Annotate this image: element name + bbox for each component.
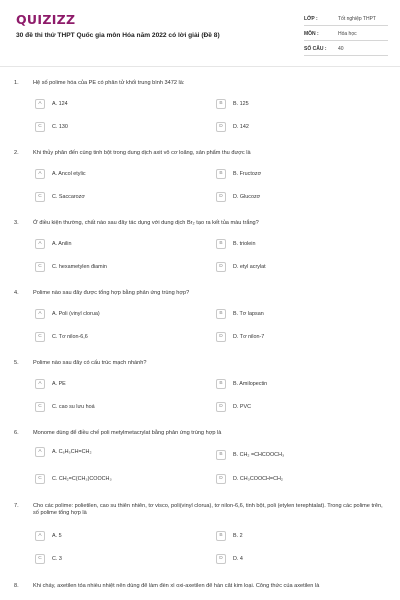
option-text: C. hexametylen điamin: [52, 264, 107, 270]
question-text: Khi thủy phân đến cùng tinh bột trong dung dịch axit vô cơ loãng, sản phẩm thu được là: [33, 150, 251, 156]
option-text: D. 142: [233, 124, 249, 130]
option-letter: B: [216, 169, 226, 179]
option-letter: C: [35, 402, 45, 412]
header-divider: [0, 66, 400, 67]
option-b[interactable]: [216, 99, 316, 110]
option-text: C. cao su lưu hoá: [52, 404, 95, 410]
question-number: 3.: [14, 220, 19, 226]
option-c[interactable]: [35, 122, 135, 133]
option-letter: C: [35, 122, 45, 132]
option-d[interactable]: [216, 192, 316, 203]
meta-divider: [304, 40, 388, 41]
option-letter: B: [216, 379, 226, 389]
option-d[interactable]: [216, 554, 316, 565]
option-text: B. Tơ lapsan: [233, 311, 264, 317]
option-letter: D: [216, 122, 226, 132]
option-c[interactable]: [35, 554, 135, 565]
option-text: B. 125: [233, 101, 249, 107]
option-letter: A: [35, 169, 45, 179]
option-d[interactable]: [216, 474, 316, 485]
option-text: D. PVC: [233, 404, 251, 410]
option-letter: A: [35, 379, 45, 389]
option-letter: B: [216, 309, 226, 319]
option-letter: C: [35, 332, 45, 342]
option-text: B. Amilopectin: [233, 381, 268, 387]
question-count-value: 40: [338, 46, 344, 52]
option-letter: D: [216, 192, 226, 202]
option-text: D. etyl acrylat: [233, 264, 266, 270]
option-text: B. Fructozơ: [233, 171, 262, 177]
question-text: Khi cháy, axetilen tỏa nhiều nhiệt nên dùng để làm đèn xì oxi-axetilen để hàn cắt kim loại. Công thức của axetilen là: [33, 583, 320, 589]
option-letter: D: [216, 402, 226, 412]
question-text: Polime nào sau đây được tổng hợp bằng phản ứng trùng hợp?: [33, 290, 190, 296]
question-number: 7.: [14, 503, 19, 509]
option-c[interactable]: [35, 262, 135, 273]
option-text: D. Tơ nilon-7: [233, 334, 265, 340]
option-text: C. CH₂=C(CH₃)COOCH₃: [52, 476, 112, 482]
class-label: LỚP :: [304, 16, 318, 22]
option-letter: B: [216, 531, 226, 541]
question-number: 1.: [14, 80, 19, 86]
option-text: A. Ancol etylic: [52, 171, 86, 177]
option-text: C. Saccarozơ: [52, 194, 85, 200]
question-number: 6.: [14, 430, 19, 436]
option-d[interactable]: [216, 402, 316, 413]
subject-label: MÔN :: [304, 31, 319, 37]
option-text: A. 5: [52, 533, 62, 539]
option-text: B. 2: [233, 533, 243, 539]
question-text: Hệ số polime hóa của PE có phân tử khối trung bình 3472 là:: [33, 80, 185, 86]
question-text: Monome dùng để điều chế poli metylmetacrylat bằng phản ứng trùng hợp là: [33, 430, 222, 436]
option-text: D. 4: [233, 556, 243, 562]
option-letter: A: [35, 447, 45, 457]
option-a[interactable]: [35, 379, 135, 390]
question-number: 2.: [14, 150, 19, 156]
option-b[interactable]: [216, 379, 316, 390]
option-text: A. 124: [52, 101, 68, 107]
option-b[interactable]: [216, 169, 316, 180]
option-text: A. C₆H₅CH=CH₂: [52, 449, 92, 455]
option-text: D. CH₃COOCH=CH₂: [233, 476, 283, 482]
option-a[interactable]: [35, 447, 135, 458]
option-letter: B: [216, 450, 226, 460]
option-text: A. Poli (vinyl clorua): [52, 311, 100, 317]
option-a[interactable]: [35, 169, 135, 180]
class-value: Tốt nghiệp THPT: [338, 16, 376, 22]
question-text: Polime nào sau đây có cấu trúc mạch nhánh?: [33, 360, 147, 366]
option-letter: D: [216, 262, 226, 272]
option-text: C. 3: [52, 556, 62, 562]
option-text: B. triolein: [233, 241, 256, 247]
option-b[interactable]: [216, 239, 316, 250]
question-number: 5.: [14, 360, 19, 366]
option-letter: C: [35, 192, 45, 202]
option-letter: A: [35, 239, 45, 249]
subject-value: Hóa học: [338, 31, 357, 37]
option-a[interactable]: [35, 531, 135, 542]
option-a[interactable]: [35, 99, 135, 110]
option-text: C. 130: [52, 124, 68, 130]
meta-divider: [304, 55, 388, 56]
quizizz-logo: QUIZIZZ: [16, 12, 76, 27]
option-b[interactable]: [216, 531, 316, 542]
option-a[interactable]: [35, 239, 135, 250]
option-letter: D: [216, 554, 226, 564]
option-a[interactable]: [35, 309, 135, 320]
option-text: C. Tơ nilon-6,6: [52, 334, 88, 340]
option-text: D. Glucozơ: [233, 194, 261, 200]
option-c[interactable]: [35, 192, 135, 203]
option-c[interactable]: [35, 474, 135, 485]
option-c[interactable]: [35, 332, 135, 343]
document-title: 30 đề thi thử THPT Quốc gia môn Hóa năm 2022 có lời giải (Đề 8): [16, 32, 220, 39]
option-c[interactable]: [35, 402, 135, 413]
question-number: 4.: [14, 290, 19, 296]
option-d[interactable]: [216, 332, 316, 343]
option-letter: D: [216, 332, 226, 342]
option-text: A. PE: [52, 381, 66, 387]
question-text: Cho các polime: polietilen, cao su thiên nhiên, tơ visco, poli(vinyl clorua), tơ nilon-6,6, tinh bột, poli (etylen terephtalat). Trong các polime trên, số polime tổng hợp là: [33, 503, 383, 517]
option-letter: B: [216, 99, 226, 109]
option-letter: B: [216, 239, 226, 249]
option-letter: A: [35, 309, 45, 319]
option-letter: C: [35, 554, 45, 564]
option-d[interactable]: [216, 122, 316, 133]
option-text: A. Anilin: [52, 241, 72, 247]
option-letter: D: [216, 474, 226, 484]
question-number: 8.: [14, 583, 19, 589]
meta-divider: [304, 25, 388, 26]
question-text: Ở điều kiện thường, chất nào sau đây tác dụng với dung dịch Br₂ tạo ra kết tủa màu trắng?: [33, 220, 259, 226]
option-letter: A: [35, 531, 45, 541]
option-b[interactable]: [216, 450, 316, 461]
option-d[interactable]: [216, 262, 316, 273]
option-b[interactable]: [216, 309, 316, 320]
page-header: [0, 0, 400, 66]
option-letter: C: [35, 474, 45, 484]
option-letter: C: [35, 262, 45, 272]
question-count-label: SỐ CÂU :: [304, 46, 327, 52]
option-letter: A: [35, 99, 45, 109]
option-text: B. CH₂ =CHCOOCH₃: [233, 452, 285, 458]
